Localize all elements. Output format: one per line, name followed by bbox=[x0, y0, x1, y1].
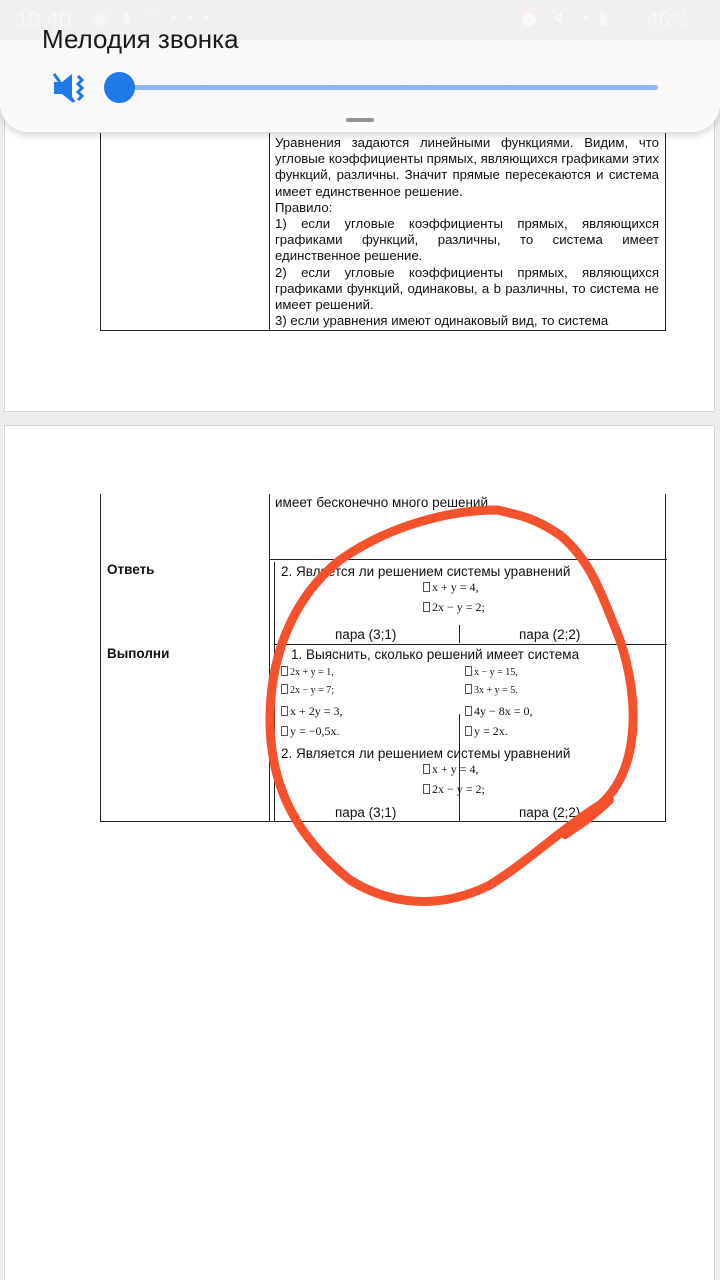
continuation-text: имеет бесконечно много решений. bbox=[275, 495, 492, 510]
equation: 4y − 8x = 0, bbox=[465, 704, 533, 719]
equation: x − y = 15, bbox=[465, 666, 518, 678]
volume-slider-track[interactable] bbox=[118, 85, 658, 90]
equation: y = 2x. bbox=[465, 724, 508, 739]
rules-text bbox=[275, 135, 659, 329]
document-page-1 bbox=[4, 110, 715, 412]
rule-item: 3) если уравнения имеют одинаковый вид, то система bbox=[275, 313, 609, 329]
equation: 2x − y = 2; bbox=[423, 782, 485, 797]
answer-pair-2: пара (2;2) bbox=[519, 627, 581, 642]
equation: 2x − y = 2; bbox=[423, 600, 485, 615]
do-question: 2. Является ли решением системы уравнений bbox=[281, 746, 571, 761]
volume-title: Мелодия звонка bbox=[42, 24, 239, 54]
equation: y = −0,5x. bbox=[281, 724, 340, 739]
rule-item: 2) если угловые коэффициенты прямых, являющихся графиками функций, одинаковы, а b различны, то система не имеет решений. bbox=[275, 264, 659, 313]
answer-label: Ответь bbox=[107, 562, 155, 577]
volume-slider-thumb[interactable] bbox=[104, 72, 135, 103]
rule-paragraph: Уравнения задаются линейными функциями. Видим, что угловые коэффициенты прямых, являющихся графиками этих функций, различны. Значит прямые пересекаются и система имеет единственное решение. bbox=[275, 135, 659, 199]
exercise-table bbox=[100, 494, 666, 822]
answer-question: 2. Является ли решением системы уравнений bbox=[281, 564, 571, 579]
equation: x + y = 4, bbox=[423, 580, 479, 595]
answer-pair-1: пара (3;1) bbox=[335, 627, 397, 642]
equation: 2x − y = 7; bbox=[281, 684, 334, 696]
vibrate-mute-icon[interactable] bbox=[50, 68, 90, 108]
rule-heading: Правило: bbox=[275, 199, 333, 215]
do-pair-2: пара (2;2) bbox=[519, 805, 581, 820]
rule-item: 1) если угловые коэффициенты прямых, являющихся графиками функций, различны, то система имеет единственное решение. bbox=[275, 216, 659, 264]
volume-panel bbox=[0, 0, 720, 132]
equation: x + 2y = 3, bbox=[281, 704, 343, 719]
table-divider bbox=[269, 133, 270, 331]
panel-expand-handle[interactable] bbox=[346, 118, 374, 122]
do-label: Выполни bbox=[107, 646, 170, 661]
do-task: 1. Выяснить, сколько решений имеет система bbox=[291, 647, 580, 662]
document-page-2 bbox=[4, 425, 715, 1280]
equation: x + y = 4, bbox=[423, 762, 479, 777]
equation: 3x + y = 5. bbox=[465, 684, 518, 696]
equation: 2x + y = 1, bbox=[281, 666, 334, 678]
do-pair-1: пара (3;1) bbox=[335, 805, 397, 820]
